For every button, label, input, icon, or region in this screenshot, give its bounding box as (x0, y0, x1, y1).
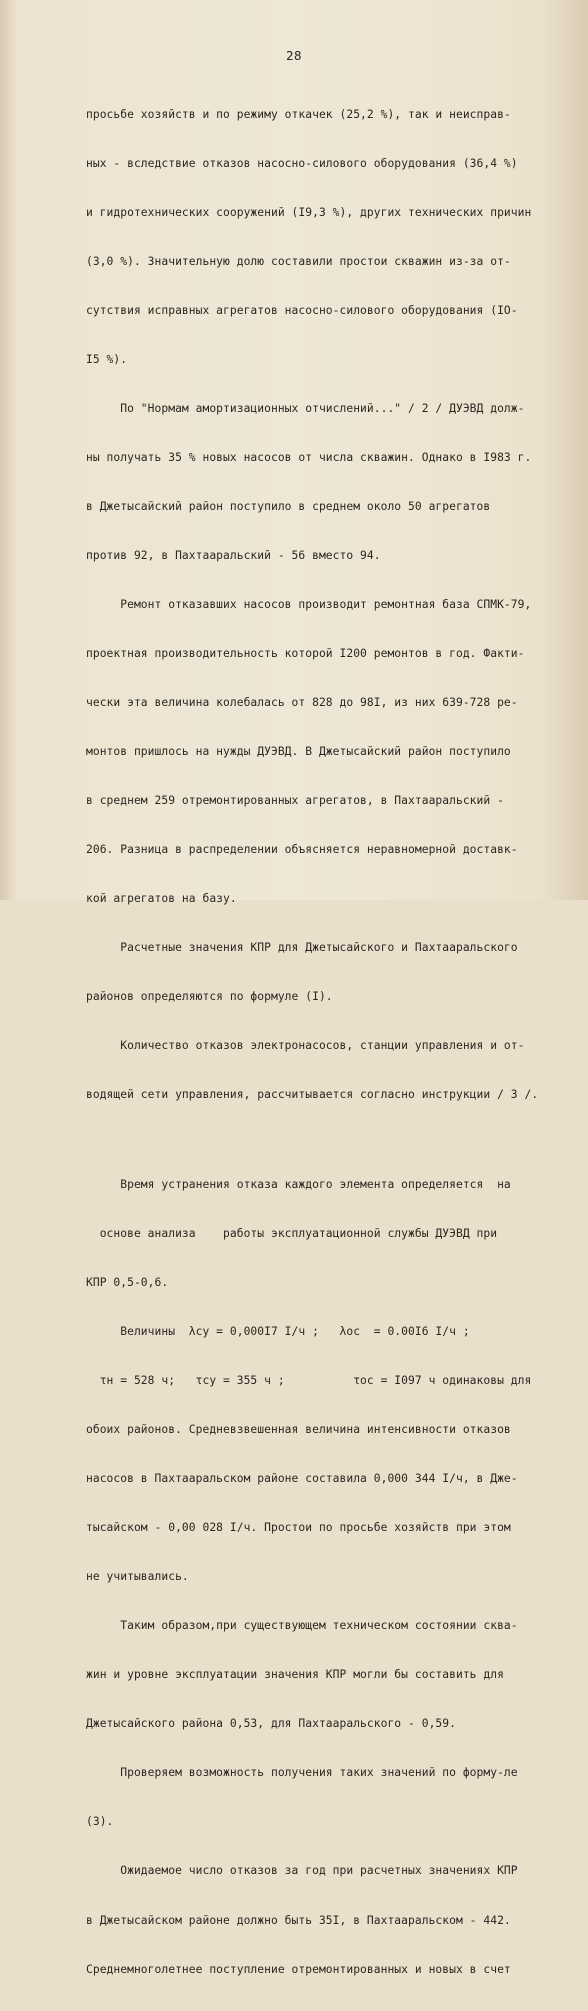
text-line: чески эта величина колебалась от 828 до 98I, из них 639-728 ре- (86, 696, 518, 710)
text-line: водящей сети управления, рассчитывается согласно инструкции / 3 /. (86, 1088, 539, 1102)
paragraph-gap (86, 1136, 534, 1144)
text-line: Таким образом,при существующем техническом состоянии сква- (86, 1619, 518, 1633)
text-line: основе анализа работы эксплуатационной службы ДУЭВД при (86, 1227, 498, 1241)
text-line: КПР 0,5-0,6. (86, 1276, 169, 1290)
text-line: Количество отказов электронасосов, станции управления и от- (86, 1039, 525, 1053)
text-line: Проверяем возможность получения таких значений по форму-ле (86, 1766, 518, 1780)
text-line: монтов пришлось на нужды ДУЭВД. В Джетысайский район поступило (86, 745, 511, 759)
text-line: обоих районов. Средневзвешенная величина интенсивности отказов (86, 1423, 511, 1437)
text-line: в среднем 259 отремонтированных агрегатов, в Пахтааральский - (86, 794, 504, 808)
text-line: жин и уровне эксплуатации значения КПР могли бы составить для (86, 1668, 504, 1682)
page-number: 28 (285, 48, 303, 63)
text-line: (3). (86, 1815, 114, 1829)
text-line: проектная производительность которой I200 ремонтов в год. Факти- (86, 647, 525, 661)
text-line: сутствия исправных агрегатов насосно-силового оборудования (IО- (86, 303, 518, 317)
body-text (86, 74, 539, 2011)
text-line: не учитывались. (86, 1570, 189, 1584)
text-line: тысайском - 0,00 028 I/ч. Простои по просьбе хозяйств при этом (86, 1521, 511, 1535)
text-line: ных - вследствие отказов насосно-силового оборудования (36,4 %) (86, 156, 518, 170)
text-line: в Джетысайском районе должно быть 35I, в Пахтааральском - 442. (86, 1913, 511, 1927)
text-line: 206. Разница в распределении объясняется неравномерной доставк- (86, 843, 518, 857)
text-line: насосов в Пахтааральском районе составила 0,000 344 I/ч, в Дже- (86, 1472, 518, 1486)
text-line: просьбе хозяйств и по режиму откачек (25,2 %), так и неисправ- (86, 107, 511, 121)
text-line: кой агрегатов на базу. (86, 892, 237, 906)
text-line: τн = 528 ч; τсу = 355 ч ; τос = I097 ч одинаковы для (86, 1374, 532, 1388)
text-line: в Джетысайский район поступило в среднем около 50 агрегатов (86, 499, 491, 513)
text-line: Ожидаемое число отказов за год при расчетных значениях КПР (86, 1864, 518, 1878)
text-line: Величины λсу = 0,000I7 I/ч ; λос = 0.00I6 I/ч ; (86, 1325, 470, 1339)
text-line: (3,0 %). Значительную долю составили простои скважин из-за от- (86, 254, 511, 268)
text-line: Джетысайского района 0,53, для Пахтааральского - 0,59. (86, 1717, 456, 1731)
text-line: ны получать 35 % новых насосов от числа скважин. Однако в I983 г. (86, 450, 532, 464)
text-line: Время устранения отказа каждого элемента определяется на (86, 1178, 511, 1192)
text-line: и гидротехнических сооружений (I9,3 %), других технических причин (86, 205, 532, 219)
text-line: По "Нормам амортизационных отчислений..." / 2 / ДУЭВД долж- (86, 401, 525, 415)
text-line: Среднемноголетнее поступление отремонтированных и новых в счет (86, 1962, 511, 1976)
text-line: I5 %). (86, 352, 128, 366)
text-line: против 92, в Пахтааральский - 56 вместо 94. (86, 548, 381, 562)
text-line: Расчетные значения КПР для Джетысайского и Пахтааральского (86, 941, 518, 955)
text-line: Ремонт отказавших насосов производит ремонтная база СПМК-79, (86, 598, 532, 611)
text-line: районов определяются по формуле (I). (86, 990, 333, 1004)
